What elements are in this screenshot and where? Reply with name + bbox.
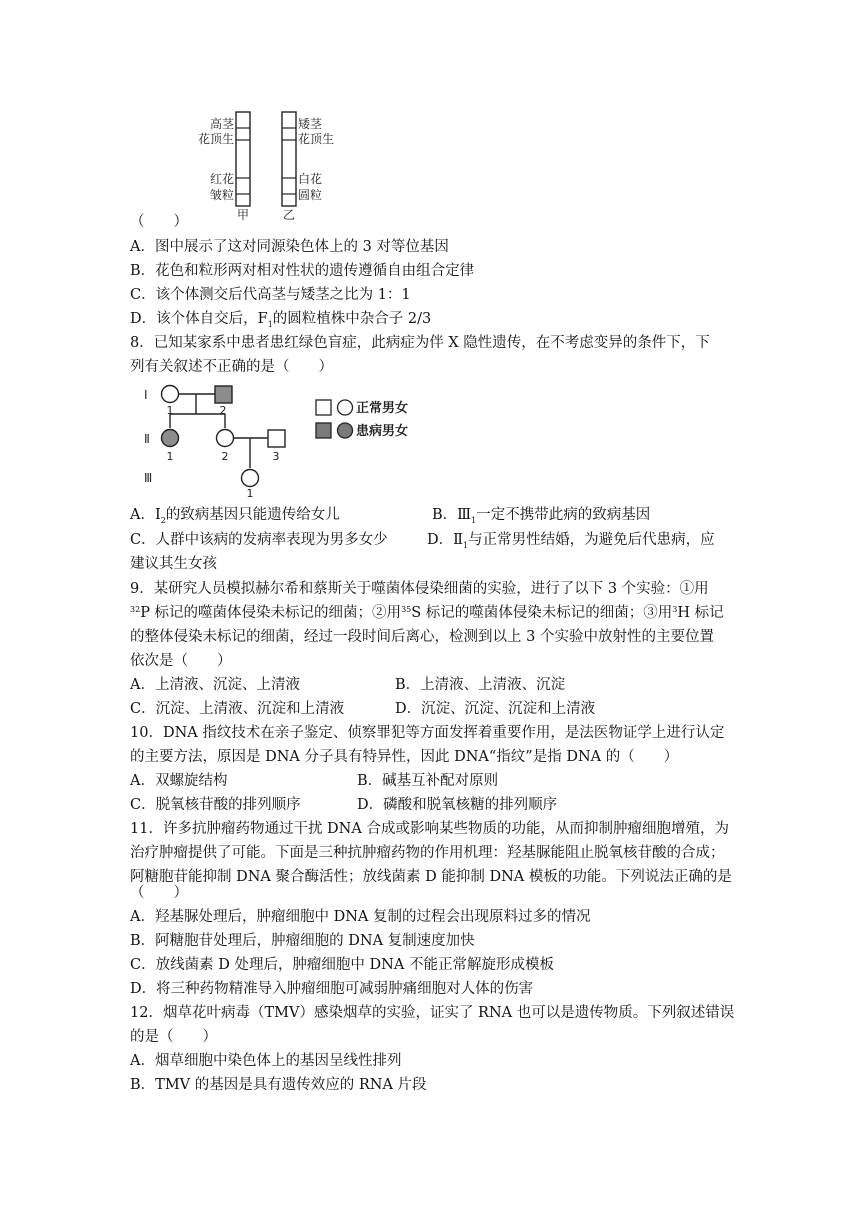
generation-label-iii: Ⅲ xyxy=(144,471,153,485)
q8-option-b: B．$Ⅲ_1$一定不携带此病的致病基因 xyxy=(432,507,651,525)
q7-option-a: A．图中展示了这对同源染色体上的 3 对等位基因 xyxy=(130,239,449,255)
q12-option-a: A．烟草细胞中染色体上的基因呈线性排列 xyxy=(130,1053,402,1069)
q10-option-c: C．脱氧核苷酸的排列顺序 xyxy=(130,797,301,813)
q8-stem-line2: 列有关叙述不正确的是（ ） xyxy=(130,359,333,375)
q7-option-c: C．该个体测交后代高茎与矮茎之比为 1：1 xyxy=(130,287,411,303)
q9-line2: $^{32}$P 标记的噬菌体侵染未标记的细菌；②用$^{35}$S 标记的噬菌体侵染未标记的细菌；③用$^3$H 标记 xyxy=(130,605,724,621)
legend-affected-female xyxy=(338,423,353,438)
q7-option-b: B．花色和粒形两对相对性状的遗传遵循自由组合定律 xyxy=(130,263,475,279)
chromosome-jia xyxy=(236,112,250,206)
chromosome-yi xyxy=(282,112,296,206)
individual-number-iii1: 1 xyxy=(246,487,254,500)
q11-option-c: C．放线菌素 D 处理后，肿瘤细胞中 DNA 不能正常解旋形成模板 xyxy=(130,957,554,973)
chromosome-caption-jia: 甲 xyxy=(236,208,250,222)
individual-number-i1: 1 xyxy=(166,404,174,417)
gene-label-short: 矮茎 xyxy=(298,117,323,131)
q10-option-a: A．双螺旋结构 xyxy=(130,773,228,789)
gene-label-terminal-left: 花顶生 xyxy=(197,132,234,146)
q11-line4: （ ） xyxy=(130,885,188,901)
pedigree-i1-normal-female xyxy=(162,386,179,403)
legend-normal-female xyxy=(338,400,353,415)
q7-option-d-sub: 1 xyxy=(267,319,273,329)
q8-option-c: C．人群中该病的发病率表现为男多女少 xyxy=(130,532,388,548)
q11-line1: 11．许多抗肿瘤药物通过干扰 DNA 合成或影响某些物质的功能，从而抑制肿瘤细胞增殖，为 xyxy=(130,821,729,837)
q7-option-d-post: 的圆粒植株中杂合子 2/3 xyxy=(272,311,432,327)
pedigree-i2-affected-male xyxy=(215,386,232,403)
generation-label-i: Ⅰ xyxy=(144,388,148,402)
pedigree-ii2-normal-female xyxy=(217,430,234,447)
q9-option-c: C．沉淀、上清液、沉淀和上清液 xyxy=(130,701,345,717)
individual-number-i2: 2 xyxy=(219,404,227,417)
legend-affected-male xyxy=(316,423,331,438)
gene-label-red-flower: 红花 xyxy=(209,172,234,186)
individual-number-ii1: 1 xyxy=(166,450,174,463)
q10-line1: 10．DNA 指纹技术在亲子鉴定、侦察罪犯等方面发挥着重要作用，是法医物证学上进行认定 xyxy=(130,725,725,741)
gene-label-terminal-right: 花顶生 xyxy=(298,132,335,146)
legend-normal-label: 正常男女 xyxy=(356,401,409,416)
q9-line3: 的整体侵染未标记的细菌，经过一段时间后离心，检测到以上 3 个实验中放射性的主要位置 xyxy=(130,629,714,645)
gene-label-white-flower: 白花 xyxy=(298,172,323,186)
q9-option-d: D．沉淀、沉淀、沉淀和上清液 xyxy=(395,701,596,717)
q10-option-d: D．磷酸和脱氧核糖的排列顺序 xyxy=(357,797,558,813)
gene-label-tall: 高茎 xyxy=(209,117,234,131)
q7-stem-tail: （ ） xyxy=(130,214,188,230)
q7-option-d-pre: D．该个体自交后，F xyxy=(130,311,268,327)
pedigree-iii1-normal-female xyxy=(242,470,259,487)
q12-line2: 的是（ ） xyxy=(130,1029,217,1045)
q9-line4: 依次是（ ） xyxy=(130,653,232,669)
q10-line2: 的主要方法，原因是 DNA 分子具有特异性，因此 DNA“指纹”是指 DNA 的（ ） xyxy=(130,749,679,765)
q12-option-b: B．TMV 的基因是具有遗传效应的 RNA 片段 xyxy=(130,1077,427,1093)
gene-label-wrinkled: 皱粒 xyxy=(209,188,234,202)
pedigree-ii3-normal-male xyxy=(268,430,285,447)
homologous-chromosome-figure xyxy=(197,108,335,222)
q7-option-d xyxy=(130,309,431,335)
legend-normal-male xyxy=(316,400,331,415)
q8-stem-line1: 8．已知某家系中患者患红绿色盲症，此病症为伴 X 隐性遗传，在不考虑变异的条件下，下 xyxy=(130,335,710,351)
legend-affected-label: 患病男女 xyxy=(356,424,409,439)
individual-number-ii2: 2 xyxy=(221,450,229,463)
individual-number-ii3: 3 xyxy=(272,450,280,463)
q11-option-d: D．将三种药物精准导入肿瘤细胞可减弱肿痛细胞对人体的伤害 xyxy=(130,981,534,997)
q11-line2: 治疗肿瘤提供了可能。下面是三种抗肿瘤药物的作用机理：羟基脲能阻止脱氧核苷酸的合成； xyxy=(130,845,725,861)
q12-line1: 12．烟草花叶病毒（TMV）感染烟草的实验，证实了 RNA 也可以是遗传物质。下列叙述错误 xyxy=(130,1005,735,1021)
q9-line1: 9．某研究人员模拟赫尔希和蔡斯关于噬菌体侵染细菌的实验，进行了以下 3 个实验：①用 xyxy=(130,581,709,597)
q8-option-a: A．$Ⅰ_2$的致病基因只能遗传给女儿 xyxy=(130,507,340,525)
generation-label-ii: Ⅱ xyxy=(144,432,150,446)
q11-option-b: B．阿糖胞苷处理后，肿瘤细胞的 DNA 复制速度加快 xyxy=(130,933,475,949)
chromosome-caption-yi: 乙 xyxy=(282,208,296,222)
q11-option-a: A．羟基脲处理后，肿瘤细胞中 DNA 复制的过程会出现原料过多的情况 xyxy=(130,909,591,925)
q8-option-d-continued: 建议其生女孩 xyxy=(130,556,217,572)
q9-option-a: A．上清液、沉淀、上清液 xyxy=(130,677,300,693)
q11-line3: 阿糖胞苷能抑制 DNA 聚合酶活性；放线菌素 D 能抑制 DNA 模板的功能。下列说法正确的是 xyxy=(130,869,732,885)
gene-label-round: 圆粒 xyxy=(298,188,323,202)
pedigree-chart xyxy=(140,378,440,498)
pedigree-legend xyxy=(316,400,408,439)
q8-option-d: D．$Ⅱ_1$与正常男性结婚，为避免后代患病，应 xyxy=(427,532,715,550)
pedigree-ii1-affected-female xyxy=(162,430,179,447)
q10-option-b: B．碱基互补配对原则 xyxy=(357,773,499,789)
q9-option-b: B．上清液、上清液、沉淀 xyxy=(395,677,566,693)
